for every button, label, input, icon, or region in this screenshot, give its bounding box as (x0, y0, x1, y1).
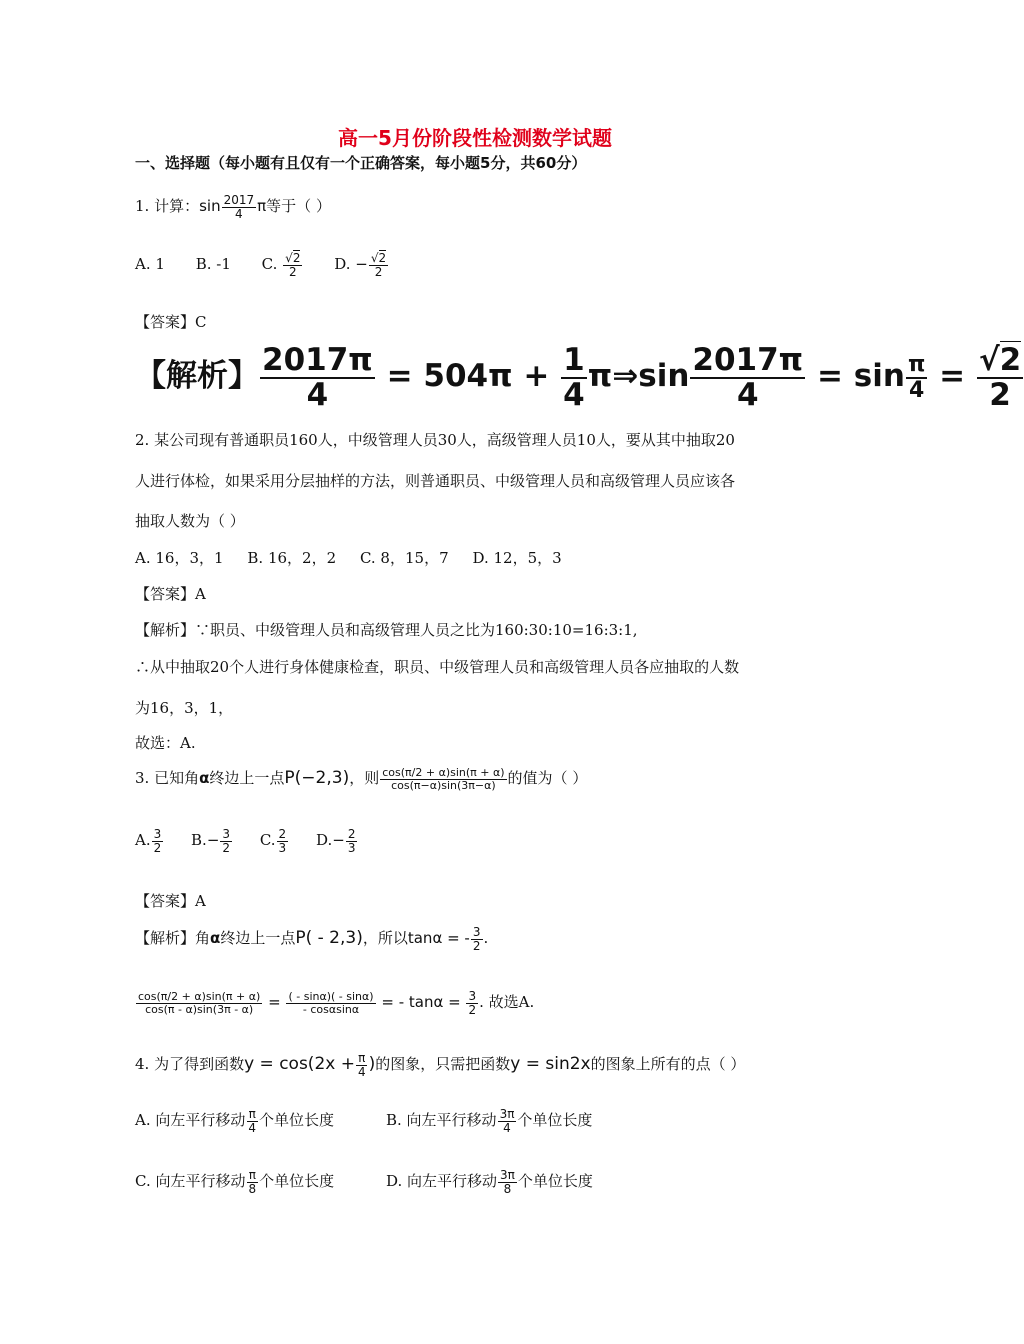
q1-option-b: B. -1 (195, 255, 231, 274)
q2-analysis-1: 【解析】∵职员、中级管理人员和高级管理人员之比为160:30:10=16:3:1, (135, 621, 638, 639)
q1-a-one: 1 (563, 342, 585, 378)
q3-derivation (135, 990, 534, 1016)
q2-analysis-3: 为16，3，1， (135, 699, 234, 717)
q1-fraction (222, 194, 257, 220)
q1-suffix: 等于（ ） (266, 197, 331, 216)
q3-b-num: 3 (222, 827, 231, 841)
q4-c-frac (246, 1169, 258, 1195)
q4-d-num: 3π (500, 1168, 515, 1182)
q4-option-d (386, 1169, 593, 1195)
q1-option-c-value: $\frac{√2}{2}$ (285, 251, 301, 279)
q4-option-c (135, 1169, 334, 1195)
q3-e-den2: - cosαsinα (302, 1002, 360, 1016)
q4-option-b (386, 1108, 592, 1134)
q3-fraction (380, 767, 506, 791)
q3-options (135, 828, 358, 854)
q1-a-eq2: = (939, 358, 966, 395)
q3-a-den: 2 (153, 840, 162, 855)
q3-a-tan-num: 3 (472, 925, 481, 939)
q3-d-den: 3 (347, 840, 356, 855)
q1-a-eq: = (817, 358, 843, 395)
q1-analysis-label: 【解析】 (135, 358, 259, 395)
q1-prefix: 1. 计算： (135, 197, 200, 216)
q3-a-num: 3 (153, 827, 162, 841)
q1-c-rad: 2 (292, 251, 301, 265)
q1-a-two: 2 (989, 376, 1011, 413)
q3-b-value (220, 828, 232, 854)
q1-option-d: D. (334, 255, 351, 274)
page-title: 高一5月份阶段性检测数学试题 (338, 126, 612, 150)
q1-a-sin: sin (853, 358, 905, 395)
q3-e-num: cos(π/2 + α)sin(π + α) (138, 990, 261, 1004)
q4-func1-pi: π (358, 1051, 366, 1065)
q3-a-mid: 终边上一点 (220, 929, 296, 948)
q1-a-den2: 4 (737, 376, 759, 413)
q3-option-b: B. (191, 831, 207, 850)
q3-e-frac3-num: 3 (468, 989, 477, 1003)
q1-a-mid2: π⇒sin (587, 358, 690, 395)
q1-a-frac1 (260, 344, 375, 411)
q2-line2: 人进行体检，如果采用分层抽样的方法，则普通职员、中级管理人员和高级管理人员应该各 (135, 472, 736, 490)
q1-d-minus: − (355, 255, 368, 274)
q3-d-value (346, 828, 358, 854)
q3-a-tan-den: 2 (472, 938, 481, 953)
q1-a-frac3 (690, 344, 805, 411)
q4-option-a-label: A. 向左平行移动 (135, 1111, 246, 1130)
q3-c-den: 3 (278, 840, 287, 855)
question-1 (135, 194, 331, 220)
q4-c-den: 8 (248, 1181, 257, 1196)
q3-d-num: 2 (347, 827, 356, 841)
q3-point: P(−2,3) (284, 768, 350, 789)
q3-c-value (277, 828, 289, 854)
q4-close: ) (368, 1054, 376, 1075)
q4-func1: y = cos(2x + (244, 1054, 355, 1075)
q1-pi: π (257, 197, 267, 216)
q2-answer: 【答案】A (135, 585, 206, 603)
q3-a-dot: . (483, 929, 489, 948)
q4-option-a (135, 1108, 334, 1134)
q1-answer: 【答案】C (135, 313, 207, 331)
q4-mid: 的图象，只需把函数 (375, 1055, 511, 1074)
q4-a-unit: 个单位长度 (259, 1111, 335, 1130)
q4-option-d-label: D. 向左平行移动 (386, 1172, 498, 1191)
q1-sin: sin (199, 197, 221, 216)
q3-c-num: 2 (278, 827, 287, 841)
q3-e-frac3 (466, 990, 478, 1016)
q2-analysis-2: ∴从中抽取20个人进行身体健康检查，职员、中级管理人员和高级管理人员各应抽取的人数 (135, 658, 740, 676)
q3-a-value (471, 926, 483, 952)
q3-a-label: 【解析】角 (135, 929, 211, 948)
q3-suffix: 的值为（ ） (507, 769, 588, 788)
q3-analysis (135, 926, 488, 952)
q3-prefix: 3. 已知角 (135, 769, 200, 788)
q3-e-den: cos(π - α)sin(3π - α) (145, 1002, 254, 1016)
q4-a-den: 4 (248, 1120, 257, 1135)
q4-c-num: π (248, 1168, 256, 1182)
q2-options: A. 16，3，1 B. 16，2，2 C. 8，15，7 D. 12，5，3 (135, 549, 562, 567)
q1-c-den: 2 (288, 264, 297, 279)
q4-a-num: π (248, 1107, 256, 1121)
q4-suffix: 的图象上所有的点（ ） (590, 1055, 746, 1074)
q3-e-eq2: = - tanα = (381, 993, 461, 1012)
q1-option-d-value: $\frac{√2}{2}$ (370, 251, 387, 279)
q3-a-point: P( - 2,3) (295, 928, 363, 949)
q1-a-num: 2017π (262, 342, 373, 378)
q1-d-rad: 2 (378, 251, 387, 265)
q3-comma: ，则 (349, 769, 380, 788)
q1-analysis (135, 344, 1024, 411)
q3-mid: 终边上一点 (209, 769, 285, 788)
section-heading: 一、选择题（每小题有且仅有一个正确答案，每小题5分，共60分） (135, 154, 587, 172)
q3-f-num: cos(π/2 + α)sin(π + α) (382, 766, 505, 779)
q3-option-d: D. (315, 831, 333, 850)
q1-a-four2: 4 (909, 377, 925, 403)
q4-option-c-label: C. 向左平行移动 (135, 1172, 246, 1191)
q3-option-c: C. (259, 831, 276, 850)
q4-func2: y = sin2x (510, 1054, 591, 1075)
q1-a-mid: = 504π + (386, 358, 550, 395)
q4-option-b-label: B. 向左平行移动 (386, 1111, 497, 1130)
q3-a-alpha: α (210, 929, 221, 948)
q3-e-frac1 (136, 991, 262, 1015)
q4-b-frac (498, 1108, 517, 1134)
q4-b-den: 4 (503, 1120, 511, 1135)
q1-option-c: C. (261, 255, 278, 274)
q3-e-num2: ( - sinα)( - sinα) (288, 990, 374, 1004)
q3-e-frac2 (286, 991, 375, 1015)
q4-d-unit: 个单位长度 (517, 1172, 593, 1191)
q1-a-frac4 (906, 353, 927, 401)
q3-a-tan: tanα = - (407, 929, 470, 948)
q2-analysis-4: 故选：A. (135, 734, 196, 752)
q2-line3: 抽取人数为（ ） (135, 512, 245, 530)
q4-prefix: 4. 为了得到函数 (135, 1055, 245, 1074)
q4-b-num: 3π (499, 1107, 515, 1121)
q1-a-frac2 (561, 344, 587, 411)
q2-line1: 2. 某公司现有普通职员160人，中级管理人员30人，高级管理人员10人，要从其中抽取20 (135, 431, 735, 449)
q3-option-a: A. (135, 831, 151, 850)
question-3 (135, 767, 587, 791)
q1-a-frac5: $\frac{√2}{2}$ (978, 342, 1022, 413)
q3-b-den: 2 (222, 840, 231, 855)
q3-d-minus: − (332, 831, 345, 850)
q3-b-minus: − (206, 831, 220, 850)
q3-alpha: α (199, 769, 210, 788)
q4-func1-frac (356, 1052, 368, 1078)
q3-answer: 【答案】A (135, 892, 206, 910)
q1-options (135, 252, 389, 278)
q1-a-four: 4 (563, 376, 585, 413)
q4-func1-four: 4 (357, 1064, 366, 1079)
q3-e-end: . 故选A. (479, 993, 535, 1012)
q4-d-den: 8 (503, 1181, 512, 1196)
q3-a-so: ，所以 (362, 929, 408, 948)
q3-e-frac3-den: 2 (468, 1002, 477, 1017)
q1-a-rad: 2 (999, 342, 1022, 378)
q1-a-num2: 2017π (692, 342, 804, 378)
q4-c-unit: 个单位长度 (259, 1172, 335, 1191)
q4-b-unit: 个单位长度 (517, 1111, 593, 1130)
q4-a-frac (246, 1108, 258, 1134)
q4-d-frac (498, 1169, 517, 1195)
q1-a-pi: π (907, 352, 926, 378)
q1-num: 2017 (223, 193, 255, 207)
q1-d-den: 2 (374, 264, 383, 279)
q3-a-value (152, 828, 164, 854)
q3-e-eq: = (268, 993, 281, 1012)
q1-a-den: 4 (306, 376, 329, 413)
q1-option-a: A. 1 (135, 255, 165, 274)
q3-f-den: cos(π−α)sin(3π−α) (391, 778, 496, 792)
q1-den: 4 (235, 206, 243, 221)
question-4 (135, 1052, 745, 1078)
